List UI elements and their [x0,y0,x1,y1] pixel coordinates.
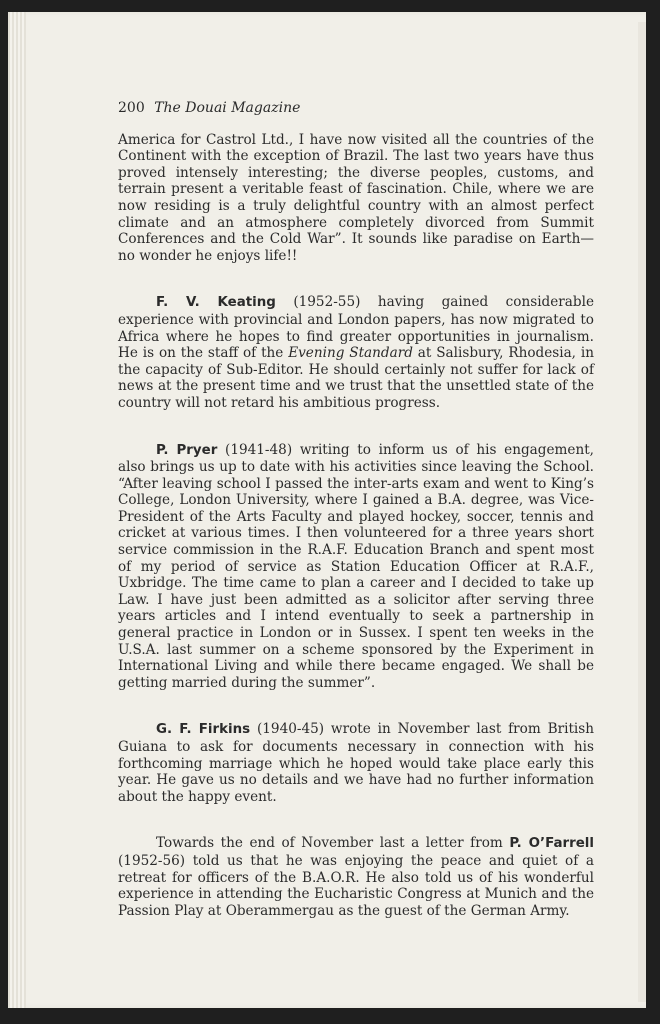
person-name: F. V. Keating [156,295,276,311]
person-name: P. Pryer [156,442,218,458]
page-content [118,100,594,949]
paragraph-text: Towards the end of November last a letter from [156,835,510,852]
paragraph-text: (1952-55) having gained considerable experience with provincial and London papers, has now migrated to Africa where he hopes to find greater opportunities in journalism. He is on the staff of the [118,294,594,362]
person-name: G. F. Firkins [156,722,251,738]
paragraph-castrol [118,132,594,265]
paragraph-text: (1952-56) told us that he was enjoying the peace and quiet of a retreat for officers of the B.A.O.R. He also told us of his wonderful experience in attending the Eucharistic Congress at Munich and the Passion Play at Oberammergau as the guest of the German Army. [118,852,594,919]
paragraph-text: (1941-48) writing to inform us of his engagement, also brings us up to date with his activities since leaving the School. “After leaving school I passed the inter-arts exam and went to King’s College, London University, where I gained a B.A. degree, was Vice-President of the Arts Faculty and played hockey, soccer, tennis and cricket at various times. I then volunteered for a three years short service commission in the R.A.F. Education Branch and spent most of my period of service as Station Education Officer at R.A.F., Uxbridge. The time came to plan a career and I decided to take up Law. I have just been admitted as a solicitor after serving three years articles and I intend eventually to seek a partnership in general practice in London or in Sussex. I spent ten weeks in the U.S.A. last summer on a scheme sponsored by the Experiment in International Living and while there became engaged. We shall be getting married during the summer”. [118,441,594,691]
paragraph-ofarrell [118,835,594,919]
running-header [118,100,594,117]
paragraph-text: at Salisbury, Rhodesia, in the capacity of Sub-Editor. He should certainly not suffer for lack of news at the present time and we trust that the unsettled state of the country will not retard his ambitious progress. [118,345,594,411]
page-edge-right [638,22,646,1002]
paragraph-pryer [118,442,594,692]
paragraph-keating [118,294,594,411]
newspaper-title: Evening Standard [288,345,413,362]
page-number: 200 [118,100,145,116]
paragraph-text: (1940-45) wrote in November last from British Guiana to ask for documents necessary in connection with his forthcoming marriage which he hoped would take place early this year. He gave us no details and we have had no further information about the happy event. [118,721,595,805]
paragraph-text: America for Castrol Ltd., I have now visited all the countries of the Continent with the exception of Brazil. The last two years have thus proved intensely interesting; the diverse peoples, customs, and terrain present a veritable feast of fascination. Chile, where we are now residing is a truly delightful country with an almost perfect climate and an atmosphere completely divorced from Summit Conferences and the Cold War”. It sounds like paradise on Earth—no wonder he enjoys life!! [118,131,594,264]
person-name: P. O’Farrell [509,836,594,852]
paragraph-firkins [118,721,594,805]
book-page [8,12,646,1008]
page-edge-left [8,12,26,1008]
magazine-title: The Douai Magazine [154,100,301,116]
